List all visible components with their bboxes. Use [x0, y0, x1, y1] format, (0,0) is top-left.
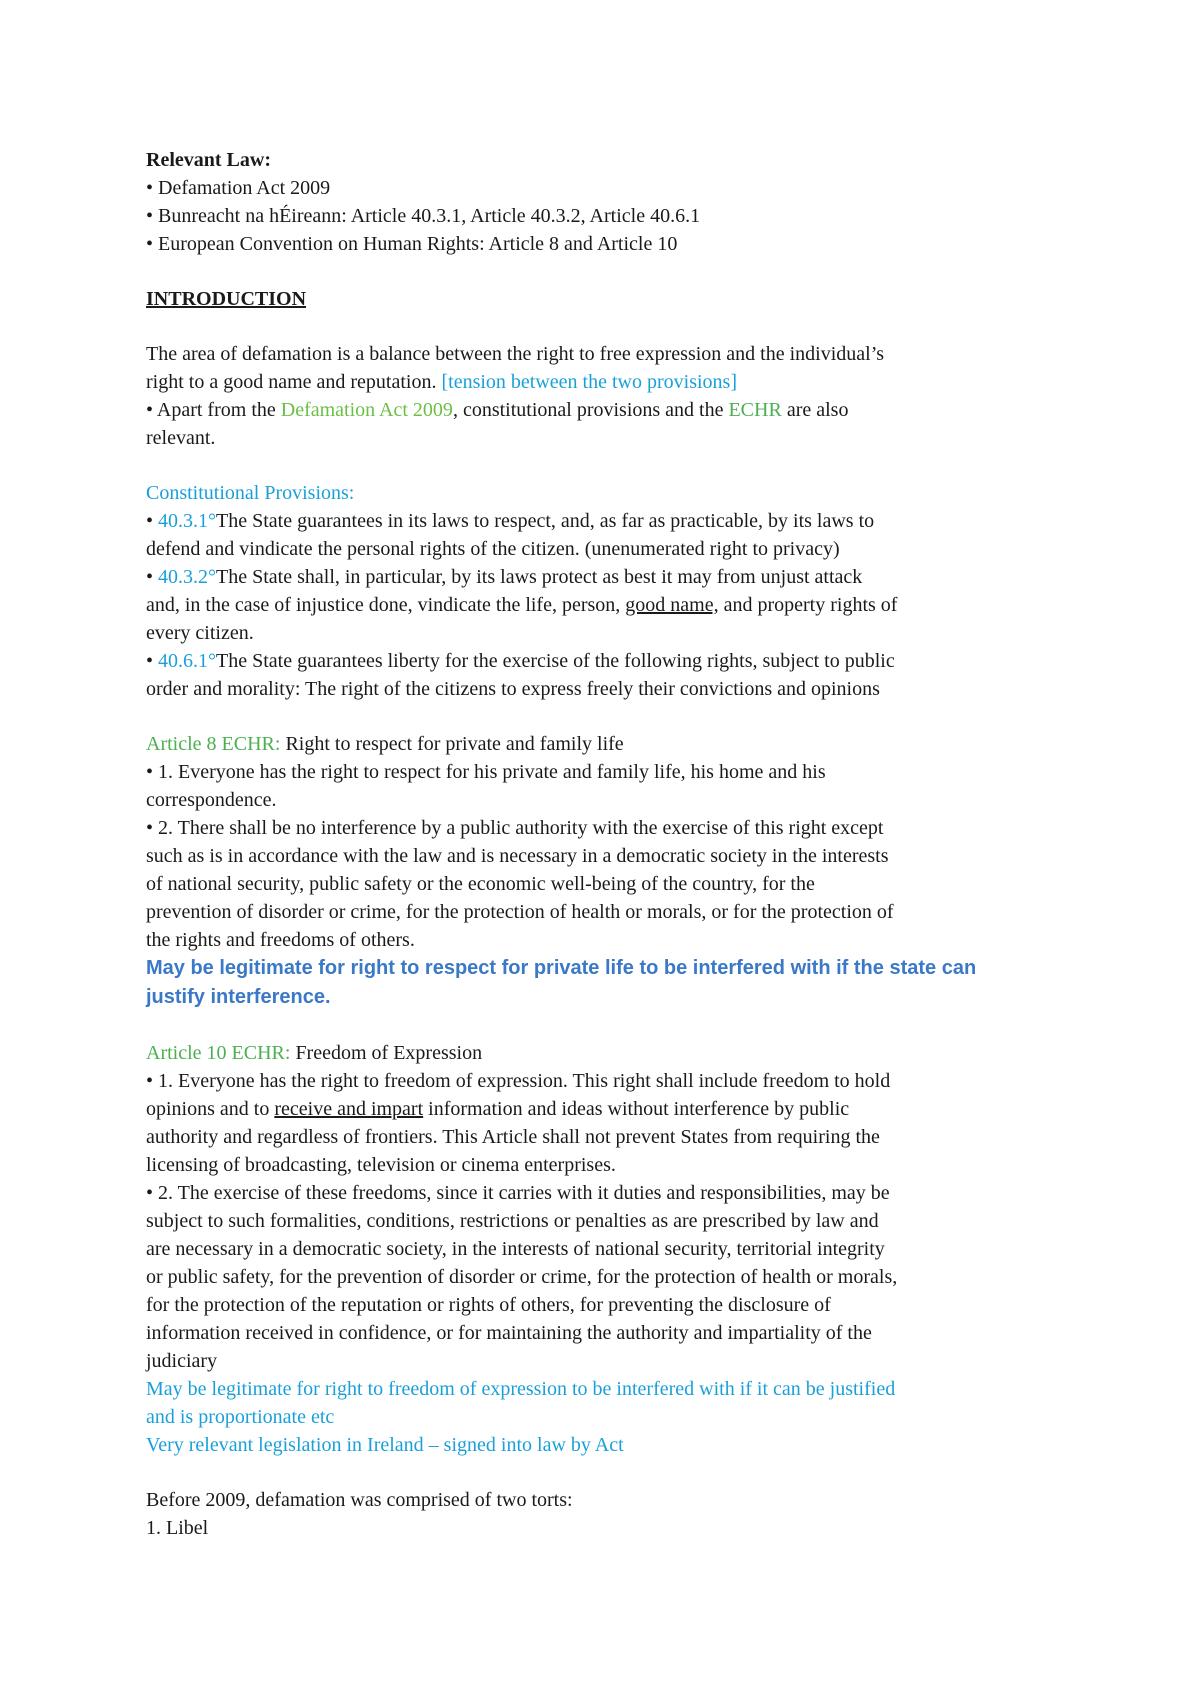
provision-number: 40.3.1°: [158, 510, 217, 532]
bullet: •: [146, 510, 159, 532]
article10-line: or public safety, for the prevention of disorder or crime, for the protection of health or morals,: [146, 1266, 898, 1288]
article10-title: Freedom of Expression: [290, 1042, 483, 1064]
article8-line: such as is in accordance with the law and is necessary in a democratic society in the interests: [146, 845, 889, 867]
torts-intro: Before 2009, defamation was comprised of two torts:: [146, 1489, 573, 1511]
article8-heading: [146, 730, 1086, 758]
article10-line: subject to such formalities, conditions, restrictions or penalties as are prescribed by law and: [146, 1210, 879, 1232]
article10-line: • 1. Everyone has the right to freedom of expression. This right shall include freedom to hold: [146, 1070, 891, 1092]
provision-40-3-1: [146, 507, 1086, 535]
constitutional-heading: Constitutional Provisions:: [146, 482, 355, 504]
article8-line: prevention of disorder or crime, for the protection of health or morals, or for the protection of: [146, 901, 894, 923]
intro-bullet-text: • Apart from the: [146, 399, 281, 421]
note-line: May be legitimate for right to respect for private life to be interfered with if the state can: [146, 957, 977, 979]
bullet: •: [146, 566, 159, 588]
defamation-act-label: Defamation Act 2009: [280, 399, 453, 421]
relevant-law-item: • Defamation Act 2009: [146, 177, 331, 199]
provision-line: defend and vindicate the personal rights of the citizen. (unenumerated right to privacy): [146, 538, 840, 560]
article8-line: of national security, public safety or the economic well-being of the country, for the: [146, 873, 815, 895]
relevant-law-item: • Bunreacht na hÉireann: Article 40.3.1, Article 40.3.2, Article 40.6.1: [146, 205, 701, 227]
provision-line: order and morality: The right of the citizens to express freely their convictions and opinions: [146, 678, 880, 700]
tension-note: [tension between the two provisions]: [441, 371, 737, 393]
article10-text: information and ideas without interference by public: [423, 1098, 850, 1120]
provision-line: every citizen.: [146, 622, 254, 644]
article10-line: • 2. The exercise of these freedoms, since it carries with it duties and responsibilities, may be: [146, 1182, 890, 1204]
good-name-underlined: good name,: [625, 594, 719, 616]
article10-line: [146, 1095, 1086, 1123]
article10-line: information received in confidence, or for maintaining the authority and impartiality of the: [146, 1322, 872, 1344]
article10-line: licensing of broadcasting, television or cinema enterprises.: [146, 1154, 616, 1176]
relevant-law-heading: Relevant Law:: [146, 149, 271, 171]
provision-40-3-2: [146, 563, 1086, 591]
article8-label: Article 8 ECHR:: [146, 733, 281, 755]
provision-text: The State guarantees liberty for the exercise of the following rights, subject to public: [216, 650, 895, 672]
intro-bullet: [146, 396, 1086, 424]
article8-note: [146, 954, 1086, 1012]
article10-text: opinions and to: [146, 1098, 275, 1120]
provision-text: The State shall, in particular, by its laws protect as best it may from unjust attack: [216, 566, 863, 588]
provision-40-6-1: [146, 647, 1086, 675]
article8-line: the rights and freedoms of others.: [146, 929, 415, 951]
article10-note-line: May be legitimate for right to freedom of expression to be interfered with if it can be justified: [146, 1378, 896, 1400]
relevant-law-item: • European Convention on Human Rights: Article 8 and Article 10: [146, 233, 678, 255]
intro-paragraph-line: The area of defamation is a balance between the right to free expression and the individual’s: [146, 343, 885, 365]
provision-text: and, in the case of injustice done, vindicate the life, person,: [146, 594, 626, 616]
intro-paragraph-line: [146, 368, 1086, 396]
intro-bullet-line: relevant.: [146, 427, 216, 449]
provision-text: and property rights of: [718, 594, 898, 616]
article8-line: • 1. Everyone has the right to respect for his private and family life, his home and his: [146, 761, 826, 783]
article10-line: for the protection of the reputation or rights of others, for preventing the disclosure of: [146, 1294, 831, 1316]
article10-note-line: Very relevant legislation in Ireland – signed into law by Act: [146, 1434, 624, 1456]
article10-line: authority and regardless of frontiers. This Article shall not prevent States from requiring the: [146, 1126, 880, 1148]
intro-bullet-text: , constitutional provisions and the: [452, 399, 729, 421]
tort-item-libel: 1. Libel: [146, 1517, 209, 1539]
provision-number: 40.6.1°: [158, 650, 217, 672]
provision-number: 40.3.2°: [158, 566, 217, 588]
receive-impart-underlined: receive and impart: [274, 1098, 424, 1120]
article10-line: judiciary: [146, 1350, 218, 1372]
echr-label: ECHR: [728, 399, 782, 421]
article8-line: • 2. There shall be no interference by a public authority with the exercise of this right except: [146, 817, 884, 839]
article8-title: Right to respect for private and family life: [280, 733, 624, 755]
provision-text: The State guarantees in its laws to respect, and, as far as practicable, by its laws to: [216, 510, 875, 532]
article10-line: are necessary in a democratic society, in the interests of national security, territorial integrity: [146, 1238, 885, 1260]
provision-line: [146, 591, 1086, 619]
intro-text: right to a good name and reputation.: [146, 371, 442, 393]
document-body: [146, 146, 1086, 1542]
intro-bullet-text: are also: [781, 399, 849, 421]
introduction-heading: INTRODUCTION: [146, 288, 307, 310]
bullet: •: [146, 650, 159, 672]
article8-line: correspondence.: [146, 789, 277, 811]
article10-heading: [146, 1039, 1086, 1067]
note-line: justify interference.: [146, 986, 331, 1008]
article10-label: Article 10 ECHR:: [146, 1042, 291, 1064]
article10-note-line: and is proportionate etc: [146, 1406, 335, 1428]
